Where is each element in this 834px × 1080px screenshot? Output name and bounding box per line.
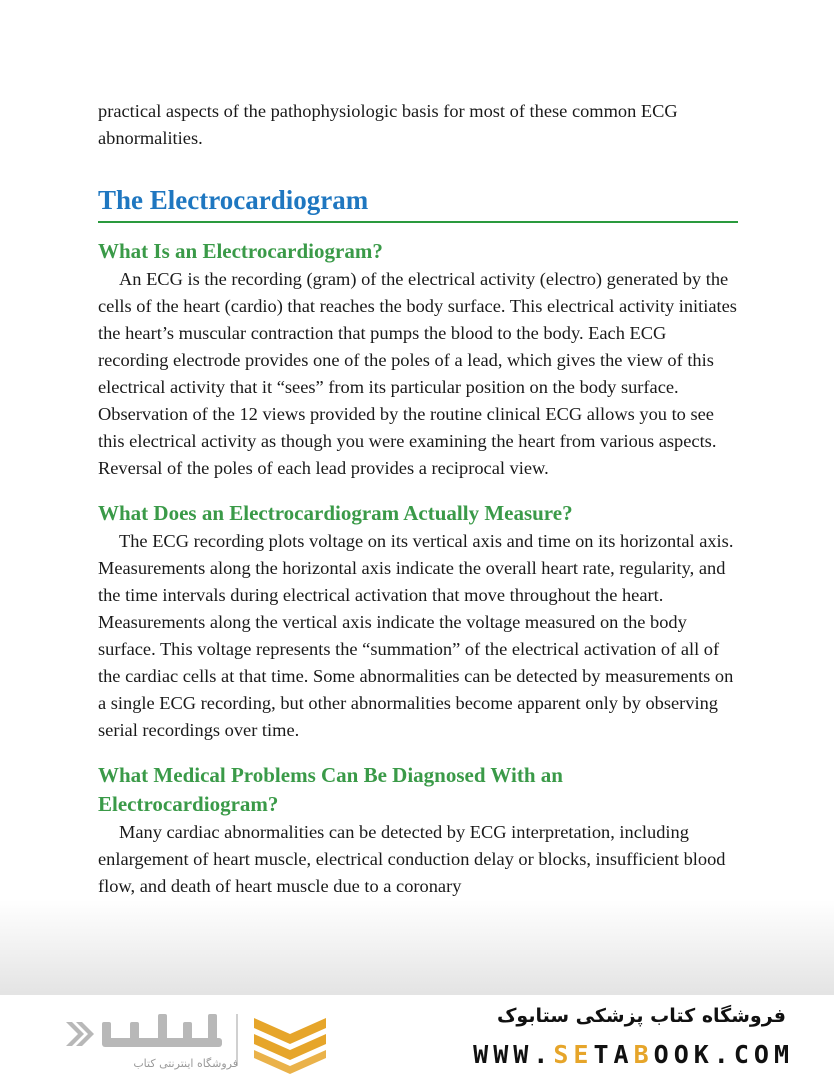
logo-lettering-icon [66,1014,222,1047]
subsection-heading-what-is: What Is an Electrocardiogram? [98,239,383,263]
book-chevron-icon [254,1018,326,1074]
url-mid: TA [593,1040,634,1069]
subsection-heading-what-measure: What Does an Electrocardiogram Actually Measure? [98,501,573,525]
intro-paragraph: practical aspects of the pathophysiologic basis for most of these common ECG abnormalities. [98,101,678,148]
page-bottom-fade [0,900,834,1000]
subsection-paragraph-what-measure: The ECG recording plots voltage on its vertical axis and time on its horizontal axis. Measurements along the horizontal axis indicate the overall heart rate, regularity, and the time intervals during electrical activation that move throughout the heart. Measurements along the vertical axis indicate the voltage measured on the body surface. This voltage represents the “summation” of the electrical activation of all of the cardiac cells at that time. Some abnormalities can be detected by measurements on a single ECG recording, but other abnormalities become apparent only by observing serial recordings over time. [98,531,734,740]
subsection-paragraph-diagnosed: Many cardiac abnormalities can be detected by ECG interpretation, including enlargement of heart muscle, electrical conduction delay or blocks, insufficient blood flow, and death of heart muscle due to a coronary [98,822,726,896]
shop-url[interactable] [473,1040,794,1069]
section-title: The Electrocardiogram [98,182,738,223]
page-content [98,98,738,900]
subsection-heading-diagnosed: What Medical Problems Can Be Diagnosed With an Electrocardiogram? [98,763,563,816]
logo-caption: فروشگاه اینترنتی کتاب [133,1057,238,1070]
url-accent-b: B [633,1040,654,1069]
shop-name: فروشگاه کتاب پزشکی ستابوک [496,1005,786,1027]
url-prefix: WWW. [473,1040,554,1069]
url-suffix: OOK.COM [653,1040,794,1069]
url-accent-se: SE [553,1040,594,1069]
subsection-paragraph-what-is: An ECG is the recording (gram) of the electrical activity (electro) generated by the cells of the heart (cardio) that reaches the body surface. This electrical activity initiates the heart’s muscular contraction that pumps the blood to the body. Each ECG recording electrode provides one of the poles of a lead, which gives the view of this electrical activity that it “sees” from its particular position on the body surface. Observation of the 12 views provided by the routine clinical ECG allows you to see this electrical activity as though you were examining the heart from various aspects. Reversal of the poles of each lead provides a reciprocal view. [98,269,737,478]
